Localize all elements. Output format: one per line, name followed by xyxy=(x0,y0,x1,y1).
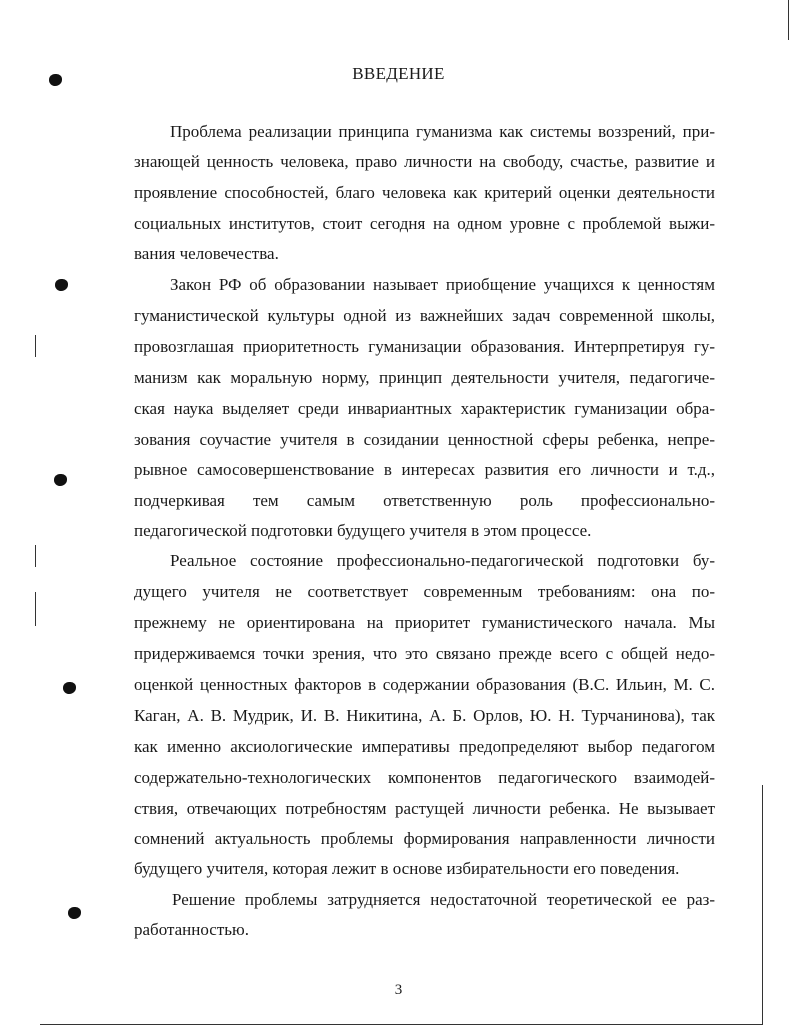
punch-hole-mark xyxy=(68,907,81,919)
paragraph-line: знающей ценность человека, право личности на свободу, счастье, развитие и xyxy=(134,152,715,171)
paragraph-line: Решение проблемы затрудняется недостаточной теоретической ее раз- xyxy=(172,890,715,909)
scan-edge-line xyxy=(788,0,789,40)
paragraph-line: ская наука выделяет среди инвариантных характеристик гуманизации обра- xyxy=(134,399,715,418)
paragraph-line: зования соучастие учителя в созидании ценностной сферы ребенка, непре- xyxy=(134,430,715,449)
paragraph-line: содержательно-технологических компонентов педагогического взаимодей- xyxy=(134,768,715,787)
scan-edge-line xyxy=(35,335,36,357)
paragraph-line: гуманистической культуры одной из важнейших задач современной школы, xyxy=(134,306,715,325)
page-title: ВВЕДЕНИЕ xyxy=(352,64,445,83)
punch-hole-mark xyxy=(55,279,68,291)
punch-hole-mark xyxy=(54,474,67,486)
paragraph-line: сомнений актуальность проблемы формирования направленности личности xyxy=(134,829,715,848)
paragraph-line: вания человечества. xyxy=(134,244,279,263)
punch-hole-mark xyxy=(63,682,76,694)
paragraph-line: социальных институтов, стоит сегодня на одном уровне с проблемой выжи- xyxy=(134,214,715,233)
paragraph-line: рывное самосовершенствование в интересах развития его личности и т.д., xyxy=(134,460,715,479)
paragraph-line: Реальное состояние профессионально-педагогической подготовки бу- xyxy=(170,551,715,570)
scan-bottom-line xyxy=(40,1024,762,1025)
paragraph-line: оценкой ценностных факторов в содержании образования (В.С. Ильин, М. С. xyxy=(134,675,715,694)
paragraph-line: придерживаемся точки зрения, что это связано прежде всего с общей недо- xyxy=(134,644,715,663)
paragraph-line: ствия, отвечающих потребностям растущей личности ребенка. Не вызывает xyxy=(134,799,715,818)
paragraph-line: как именно аксиологические императивы предопределяют выбор педагогом xyxy=(134,737,715,756)
paragraph-line: манизм как моральную норму, принцип деятельности учителя, педагогиче- xyxy=(134,368,715,387)
scan-edge-line xyxy=(35,592,36,626)
paragraph-line: Проблема реализации принципа гуманизма как системы воззрений, при- xyxy=(170,122,715,141)
scan-edge-line xyxy=(35,545,36,567)
paragraph-line: прежнему не ориентирована на приоритет гуманистического начала. Мы xyxy=(134,613,715,632)
paragraph-line: будущего учителя, которая лежит в основе избирательности его поведения. xyxy=(134,859,680,878)
paragraph-line: Каган, А. В. Мудрик, И. В. Никитина, А. Б. Орлов, Ю. Н. Турчанинова), так xyxy=(134,706,715,725)
page-number: 3 xyxy=(394,982,403,998)
paragraph-line: Закон РФ об образовании называет приобщение учащихся к ценностям xyxy=(170,275,715,294)
paragraph-line: педагогической подготовки будущего учителя в этом процессе. xyxy=(134,521,592,540)
paragraph-line: провозглашая приоритетность гуманизации образования. Интерпретируя гу- xyxy=(134,337,715,356)
paragraph-line: работанностью. xyxy=(134,920,249,939)
paragraph-line: проявление способностей, благо человека как критерий оценки деятельности xyxy=(134,183,715,202)
paragraph-line: дущего учителя не соответствует современным требованиям: она по- xyxy=(134,582,715,601)
paragraph-line: подчеркивая тем самым ответственную роль профессионально- xyxy=(134,491,715,510)
